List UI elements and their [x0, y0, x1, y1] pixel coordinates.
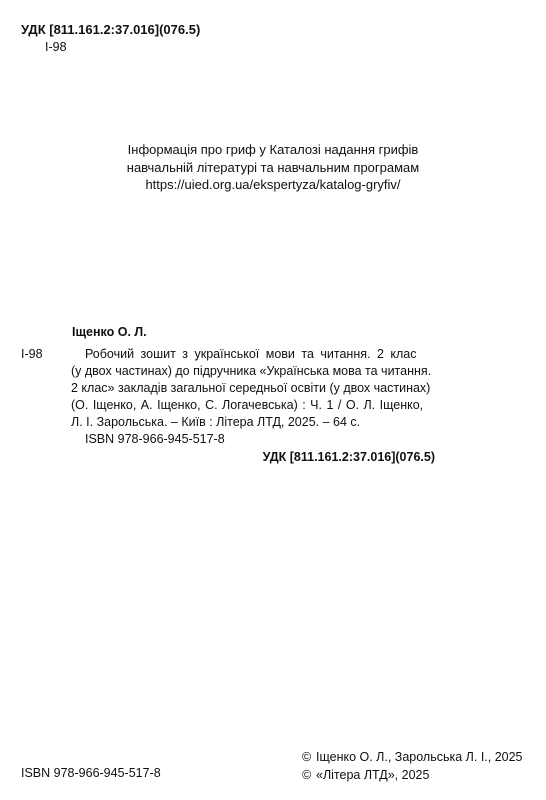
grif-line: Інформація про гриф у Каталозі надання грифів: [127, 142, 419, 157]
entry-line: Робочий зошит з української мови та читання. 2 клас: [85, 347, 417, 361]
copyright-holder: Іщенко О. Л., Зарольська Л. І., 2025: [316, 750, 523, 764]
author-name: Іщенко О. Л.: [72, 325, 147, 339]
copyright-block: [302, 749, 523, 784]
udk-entry: УДК [811.161.2:37.016](076.5): [262, 450, 435, 464]
copyright-line: [302, 767, 523, 785]
grif-url: https://uied.org.ua/ekspertyza/katalog-gryfiv/: [145, 177, 401, 192]
bibliographic-entry: [71, 346, 431, 448]
udk-header: УДК [811.161.2:37.016](076.5): [21, 22, 201, 37]
author-code-header: І-98: [45, 40, 67, 54]
entry-line: 2 клас» закладів загальної середньої освіти (у двох частинах): [71, 381, 431, 395]
copyright-symbol: ©: [302, 750, 312, 764]
grif-line: навчальній літературі та навчальним програмам: [126, 159, 420, 175]
copyright-holder: «Літера ЛТД», 2025: [316, 767, 430, 782]
entry-line: Л. І. Зарольська. – Київ : Літера ЛТД, 2025. – 64 с.: [71, 415, 361, 429]
grif-info: [0, 141, 546, 194]
entry-line: (О. Іщенко, А. Іщенко, С. Логачевська) : Ч. 1 / О. Л. Іщенко,: [71, 398, 424, 412]
isbn-footer: ISBN 978-966-945-517-8: [21, 766, 161, 780]
entry-isbn: ISBN 978-966-945-517-8: [85, 432, 225, 446]
copyright-line: [302, 749, 523, 767]
copyright-symbol: ©: [302, 767, 312, 782]
entry-line: (у двох частинах) до підручника «Українська мова та читання.: [71, 364, 432, 378]
author-code: І-98: [21, 347, 43, 361]
